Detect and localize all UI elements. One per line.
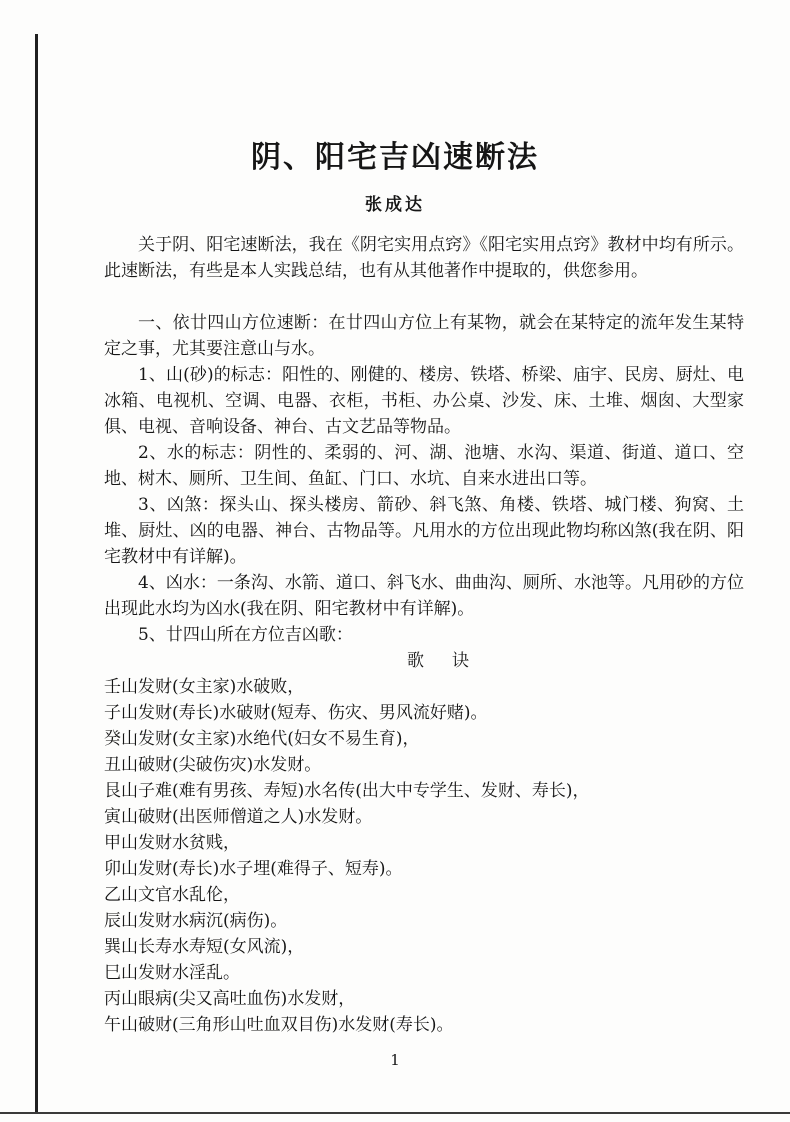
page-number: 1	[390, 1051, 400, 1069]
verse-heading: 歌诀	[407, 651, 497, 671]
item-three-paragraph: 3、凶煞：探头山、探头楼房、箭砂、斜飞煞、角楼、铁塔、城门楼、狗窝、土堆、厨灶、凶的电器、神台、古物品等。凡用水的方位出现此物均称凶煞(我在阴、阳宅教材中有详解)。	[104, 495, 744, 567]
verse-line: 卯山发财(寿长)水子埋(难得子、短寿)。	[104, 859, 403, 879]
verse-line: 甲山发财水贫贱，	[104, 833, 240, 853]
verse-line: 子山发财(寿长)水破财(短寿、伤灾、男风流好赌)。	[104, 703, 488, 723]
verse-line: 丑山破财(尖破伤灾)水发财。	[104, 755, 322, 775]
verse-line: 辰山发财水病沉(病伤)。	[104, 911, 288, 931]
author-name: 张成达	[365, 195, 425, 215]
verse-line: 午山破财(三角形山吐血双目伤)水发财(寿长)。	[104, 1015, 454, 1035]
verse-line: 丙山眼病(尖又高吐血伤)水发财，	[104, 989, 356, 1009]
body-text	[104, 232, 744, 1038]
section-one-paragraph: 一、依廿四山方位速断：在廿四山方位上有某物，就会在某特定的流年发生某特定之事，尤其要注意山与水。	[104, 313, 744, 359]
verse-line: 癸山发财(女主家)水绝代(妇女不易生育)，	[104, 729, 420, 749]
verse-line: 乙山文官水乱伦，	[104, 885, 240, 905]
page-title: 阴、阳宅吉凶速断法	[251, 140, 539, 175]
verse-line: 巳山发财水淫乱。	[104, 963, 240, 983]
intro-paragraph: 关于阴、阳宅速断法，我在《阴宅实用点窍》《阳宅实用点窍》教材中均有所示。此速断法，有些是本人实践总结，也有从其他著作中提取的，供您参用。	[104, 235, 744, 281]
verse-line: 巽山长寿水寿短(女风流)，	[104, 937, 305, 957]
verse-line: 壬山发财(女主家)水破败，	[104, 677, 305, 697]
paragraph-gap	[104, 284, 744, 310]
item-one-paragraph: 1、山(砂)的标志：阳性的、刚健的、楼房、铁塔、桥梁、庙宇、民房、厨灶、电冰箱、电视机、空调、电器、衣柜，书柜、办公桌、沙发、床、土堆、烟囱、大型家俱、电视、音响设备、神台、古文艺品等物品。	[104, 365, 744, 437]
item-four-paragraph: 4、凶水：一条沟、水箭、道口、斜飞水、曲曲沟、厕所、水池等。凡用砂的方位出现此水均为凶水(我在阴、阳宅教材中有详解)。	[104, 573, 744, 619]
item-five-paragraph: 5、廿四山所在方位吉凶歌：	[138, 625, 353, 645]
verse-line: 艮山子难(难有男孩、寿短)水名传(出大中专学生、发财、寿长)，	[104, 781, 590, 801]
verse-line: 寅山破财(出医师僧道之人)水发财。	[104, 807, 373, 827]
verse-list	[104, 674, 744, 1038]
item-two-paragraph: 2、水的标志：阴性的、柔弱的、河、湖、池塘、水沟、渠道、街道、道口、空地、树木、厕所、卫生间、鱼缸、门口、水坑、自来水进出口等。	[104, 443, 744, 489]
bottom-scan-edge	[0, 1112, 790, 1114]
